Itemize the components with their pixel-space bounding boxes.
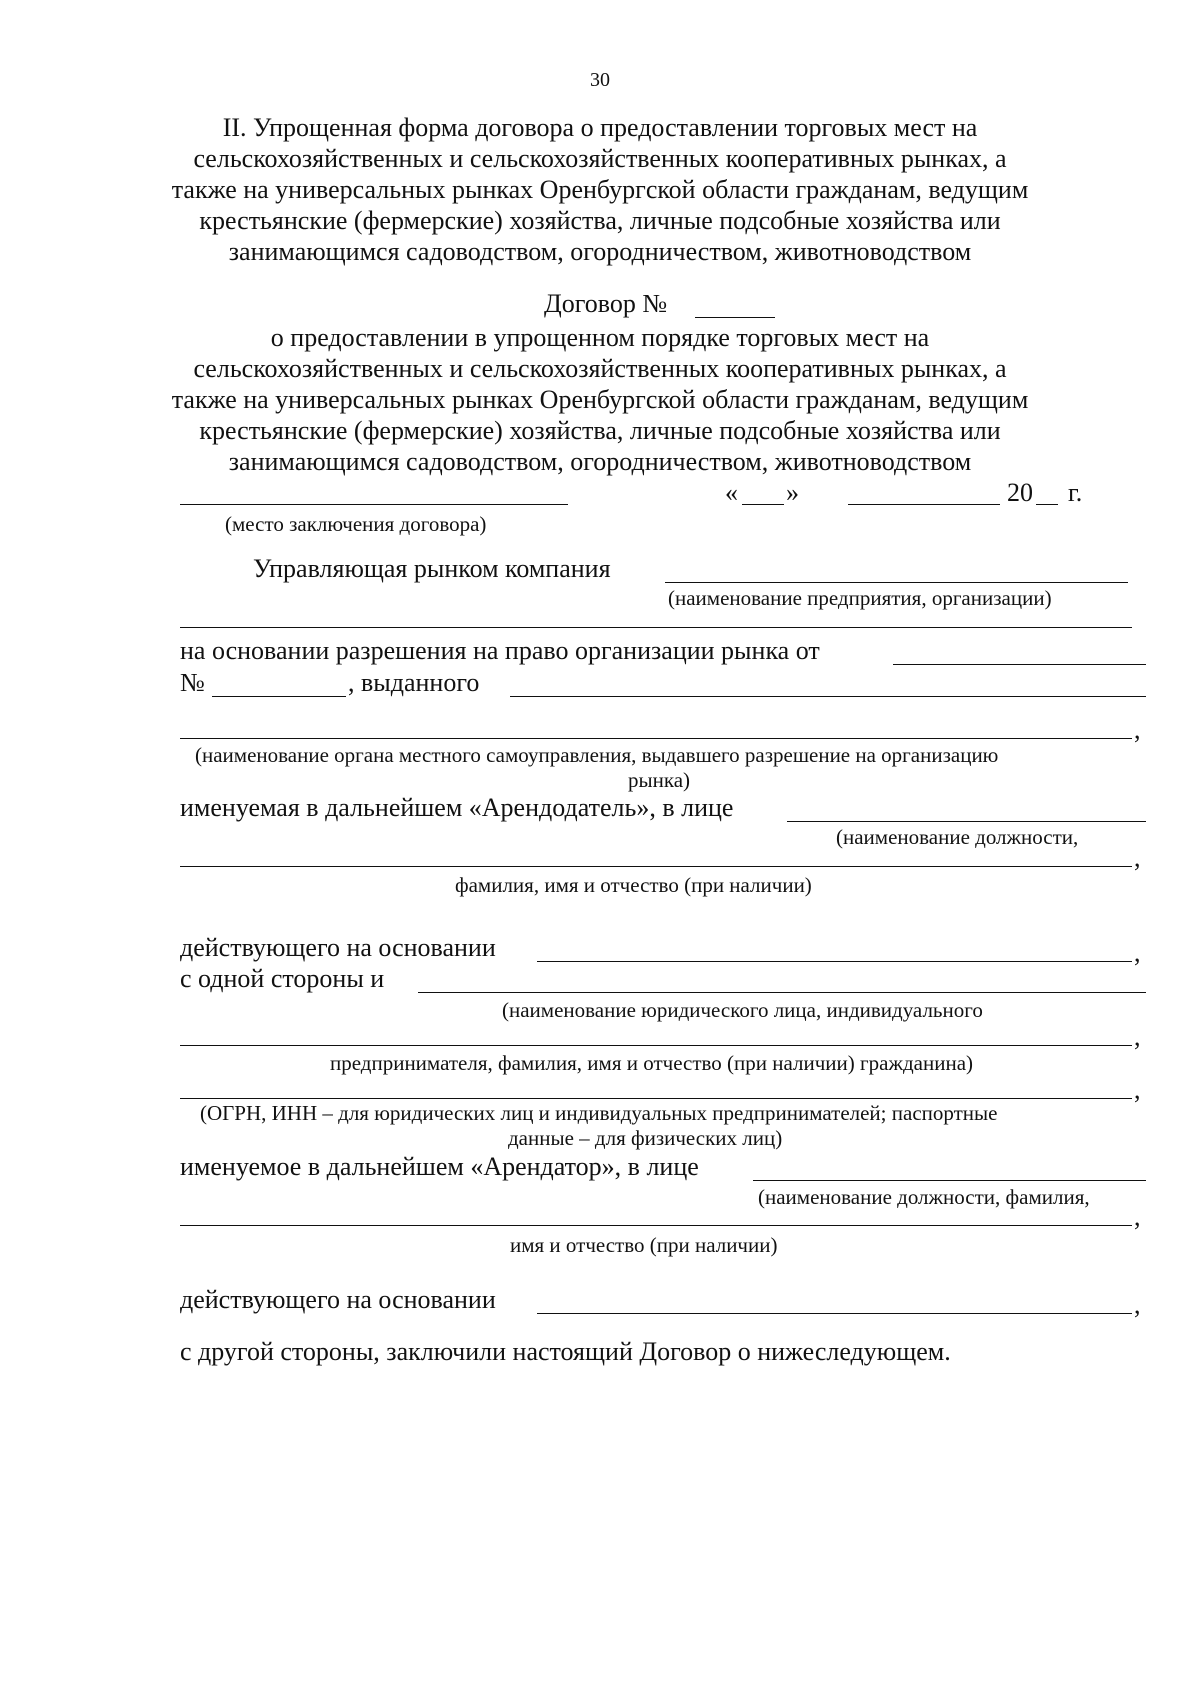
contract-subtitle-line: крестьянские (фермерские) хозяйства, личные подсобные хозяйства или — [199, 416, 1001, 445]
closing-statement: с другой стороны, заключили настоящий Договор о нижеследующем. — [180, 1337, 951, 1366]
landlord-representative-field-cont[interactable] — [180, 866, 1132, 867]
heading-line: также на универсальных рынках Оренбургской области гражданам, ведущим — [171, 175, 1029, 204]
number-sign: № — [180, 668, 205, 697]
tenant-ids-field[interactable] — [180, 1098, 1132, 1099]
date-close-quote: » — [786, 478, 799, 507]
tenant-named-label: именуемое в дальнейшем «Арендатор», в лице — [180, 1152, 699, 1181]
comma: , — [1134, 843, 1141, 872]
page-number: 30 — [590, 69, 610, 91]
issuer-field-cont[interactable] — [180, 738, 1132, 739]
landlord-representative-field[interactable] — [787, 821, 1146, 822]
heading-line: занимающимся садоводством, огородничеством, животноводством — [228, 237, 972, 266]
year-field[interactable] — [1036, 504, 1058, 505]
permit-date-field[interactable] — [893, 664, 1146, 665]
landlord-basis-field[interactable] — [537, 961, 1132, 962]
place-field[interactable] — [180, 504, 568, 505]
landlord-basis-label: действующего на основании — [180, 933, 496, 962]
place-caption: (место заключения договора) — [225, 512, 487, 536]
day-field[interactable] — [742, 504, 784, 505]
contract-subtitle-line: занимающимся садоводством, огородничеством, животноводством — [228, 447, 972, 476]
landlord-position-caption: (наименование должности, — [836, 825, 1079, 849]
contract-subtitle-line: о предоставлении в упрощенном порядке торговых мест на — [270, 323, 930, 352]
comma: , — [1134, 715, 1141, 744]
tenant-position-caption: (наименование должности, фамилия, — [758, 1185, 1090, 1209]
comma: , — [1134, 1290, 1141, 1319]
year-prefix: 20 — [1007, 478, 1033, 507]
issuer-field[interactable] — [510, 696, 1146, 697]
tenant-representative-field-cont[interactable] — [180, 1225, 1132, 1226]
tenant-entity-caption-cont: предпринимателя, фамилия, имя и отчество (при наличии) гражданина) — [330, 1051, 974, 1075]
heading-line: II. Упрощенная форма договора о предоставлении торговых мест на — [222, 113, 978, 142]
ogrn-caption: (ОГРН, ИНН – для юридических лиц и индивидуальных предпринимателей; паспортные — [200, 1101, 998, 1125]
company-caption: (наименование предприятия, организации) — [668, 586, 1052, 610]
authority-caption: (наименование органа местного самоуправления, выдавшего разрешение на организацию — [195, 743, 999, 767]
tenant-name-field[interactable] — [418, 992, 1146, 993]
comma: , — [1134, 1075, 1141, 1104]
landlord-named-label: именуемая в дальнейшем «Арендодатель», в лице — [180, 793, 734, 822]
side-label: с одной стороны и — [180, 964, 385, 993]
authority-caption-cont: рынка) — [628, 768, 691, 792]
tenant-basis-field[interactable] — [537, 1313, 1132, 1314]
permit-number-field[interactable] — [212, 696, 346, 697]
comma: , — [1134, 1202, 1141, 1231]
tenant-entity-caption: (наименование юридического лица, индивидуального — [502, 998, 983, 1022]
tenant-basis-label: действующего на основании — [180, 1285, 496, 1314]
contract-subtitle-line: также на универсальных рынках Оренбургской области гражданам, ведущим — [171, 385, 1029, 414]
ogrn-caption-cont: данные – для физических лиц) — [508, 1126, 783, 1150]
contract-number-field[interactable] — [695, 317, 775, 318]
comma: , — [1134, 938, 1141, 967]
company-field[interactable] — [665, 582, 1128, 583]
heading-line: крестьянские (фермерские) хозяйства, личные подсобные хозяйства или — [199, 206, 1001, 235]
tenant-name-field-cont[interactable] — [180, 1045, 1132, 1046]
tenant-fio-caption: имя и отчество (при наличии) — [510, 1233, 778, 1257]
comma: , — [1134, 1022, 1141, 1051]
landlord-fio-caption: фамилия, имя и отчество (при наличии) — [455, 873, 812, 897]
year-suffix: г. — [1068, 478, 1083, 507]
tenant-representative-field[interactable] — [753, 1180, 1146, 1181]
month-field[interactable] — [848, 504, 1000, 505]
permit-label: на основании разрешения на право организации рынка от — [180, 636, 820, 665]
contract-subtitle-line: сельскохозяйственных и сельскохозяйственных кооперативных рынках, а — [193, 354, 1007, 383]
issued-label: , выданного — [348, 668, 480, 697]
date-open-quote: « — [725, 478, 738, 507]
company-label: Управляющая рынком компания — [253, 554, 611, 583]
contract-title: Договор № — [544, 289, 668, 318]
company-field-cont[interactable] — [180, 627, 1132, 628]
heading-line: сельскохозяйственных и сельскохозяйственных кооперативных рынках, а — [193, 144, 1007, 173]
